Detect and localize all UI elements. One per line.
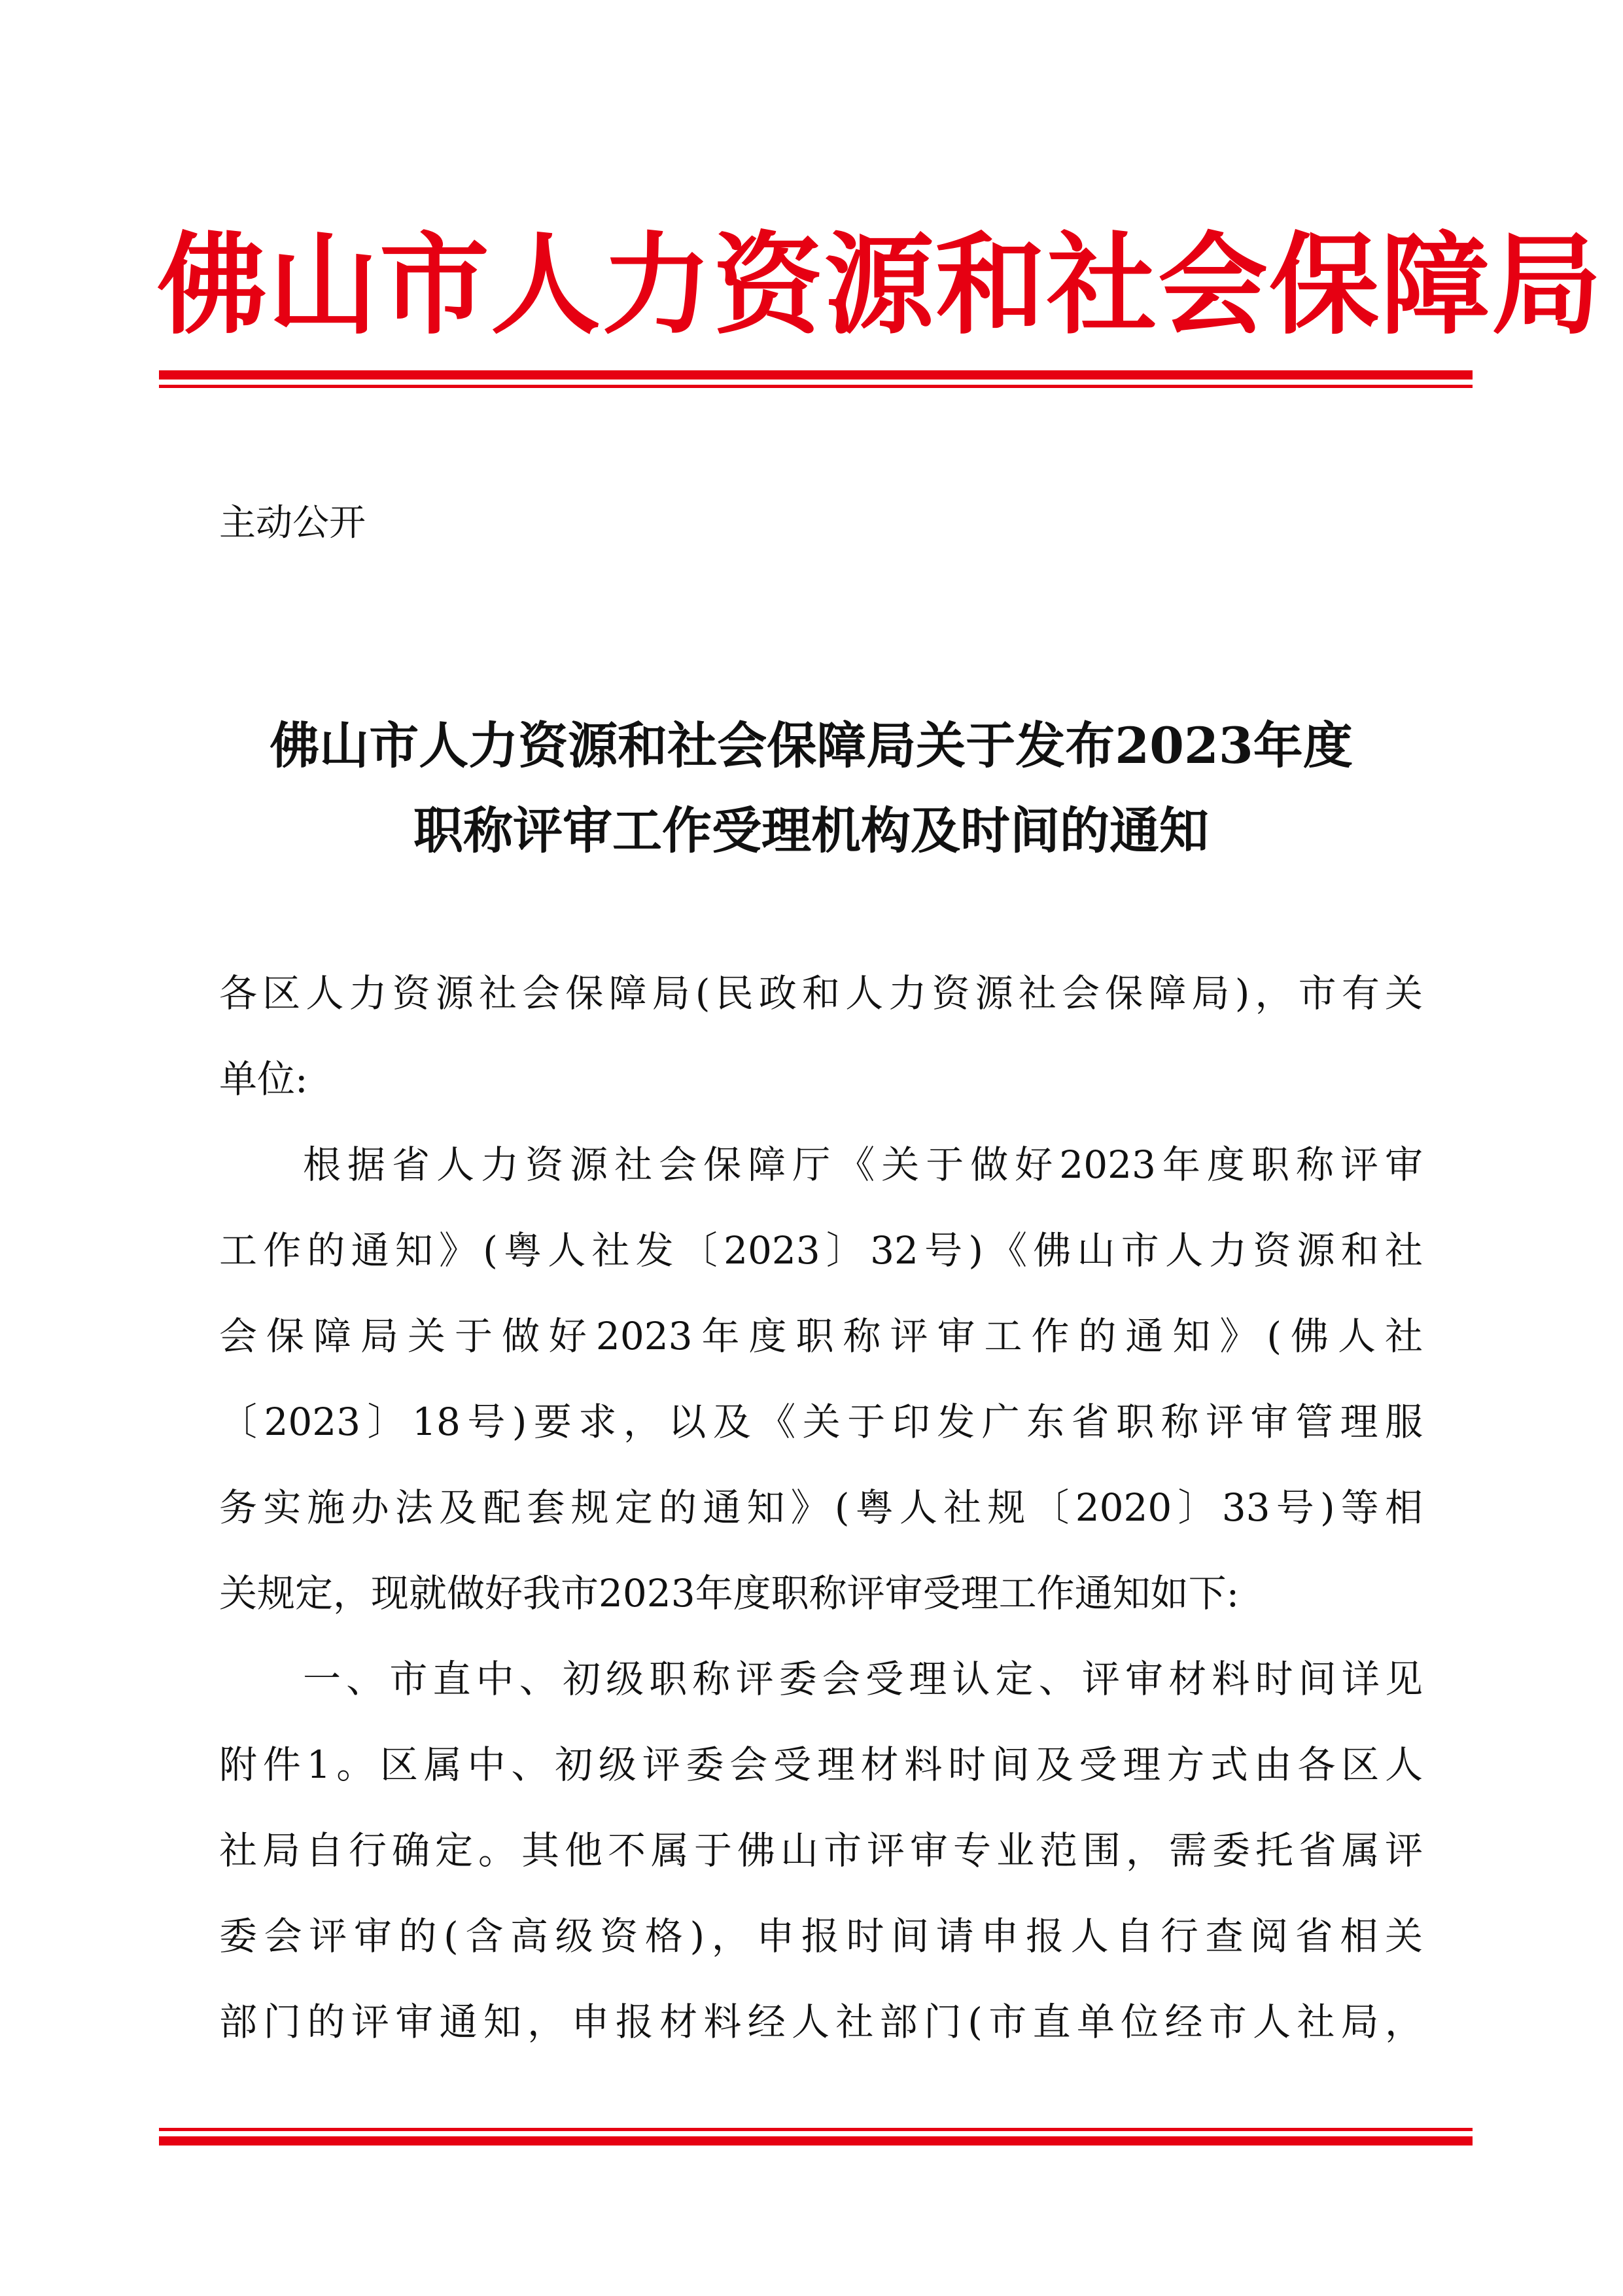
masthead-rule-thin xyxy=(159,385,1473,388)
masthead-rule-thick xyxy=(159,370,1473,380)
title-line-1: 佛山市人力资源和社会保障局关于发布2023年度 xyxy=(270,716,1353,775)
body-line: 部门的评审通知，申报材料经人社部门(市直单位经市人社局， xyxy=(219,2000,1423,2044)
footer-rule-thin xyxy=(159,2128,1473,2131)
body-line: 委会评审的(含高级资格)，申报时间请申报人自行查阅省相关 xyxy=(219,1914,1423,1958)
agency-masthead: 佛山市人力资源和社会保障局 xyxy=(157,220,1603,349)
body-text xyxy=(219,951,1423,2065)
body-line: 关规定，现就做好我市2023年度职称评审受理工作通知如下: xyxy=(219,1571,1240,1616)
body-line: 工作的通知》(粤人社发〔2023〕32号)《佛山市人力资源和社 xyxy=(219,1228,1423,1273)
body-line: 一、市直中、初级职称评委会受理认定、评审材料时间详见 xyxy=(303,1657,1423,1701)
disclosure-label: 主动公开 xyxy=(219,502,366,544)
document-title xyxy=(157,703,1465,874)
body-line: 务实施办法及配套规定的通知》(粤人社规〔2020〕33号)等相 xyxy=(219,1485,1423,1530)
body-line: 会保障局关于做好2023年度职称评审工作的通知》(佛人社 xyxy=(219,1314,1423,1358)
title-line-2: 职称评审工作受理机构及时间的通知 xyxy=(413,802,1209,860)
body-line: 单位: xyxy=(219,1057,308,1101)
body-line: 附件1。区属中、初级评委会受理材料时间及受理方式由各区人 xyxy=(219,1742,1423,1787)
body-line: 各区人力资源社会保障局(民政和人力资源社会保障局)，市有关 xyxy=(219,971,1423,1016)
body-line: 社局自行确定。其他不属于佛山市评审专业范围，需委托省属评 xyxy=(219,1828,1423,1873)
footer-rule-thick xyxy=(159,2136,1473,2146)
body-line: 根据省人力资源社会保障厅《关于做好2023年度职称评审 xyxy=(303,1142,1423,1187)
body-line: 〔2023〕18号)要求，以及《关于印发广东省职称评审管理服 xyxy=(219,1400,1423,1444)
